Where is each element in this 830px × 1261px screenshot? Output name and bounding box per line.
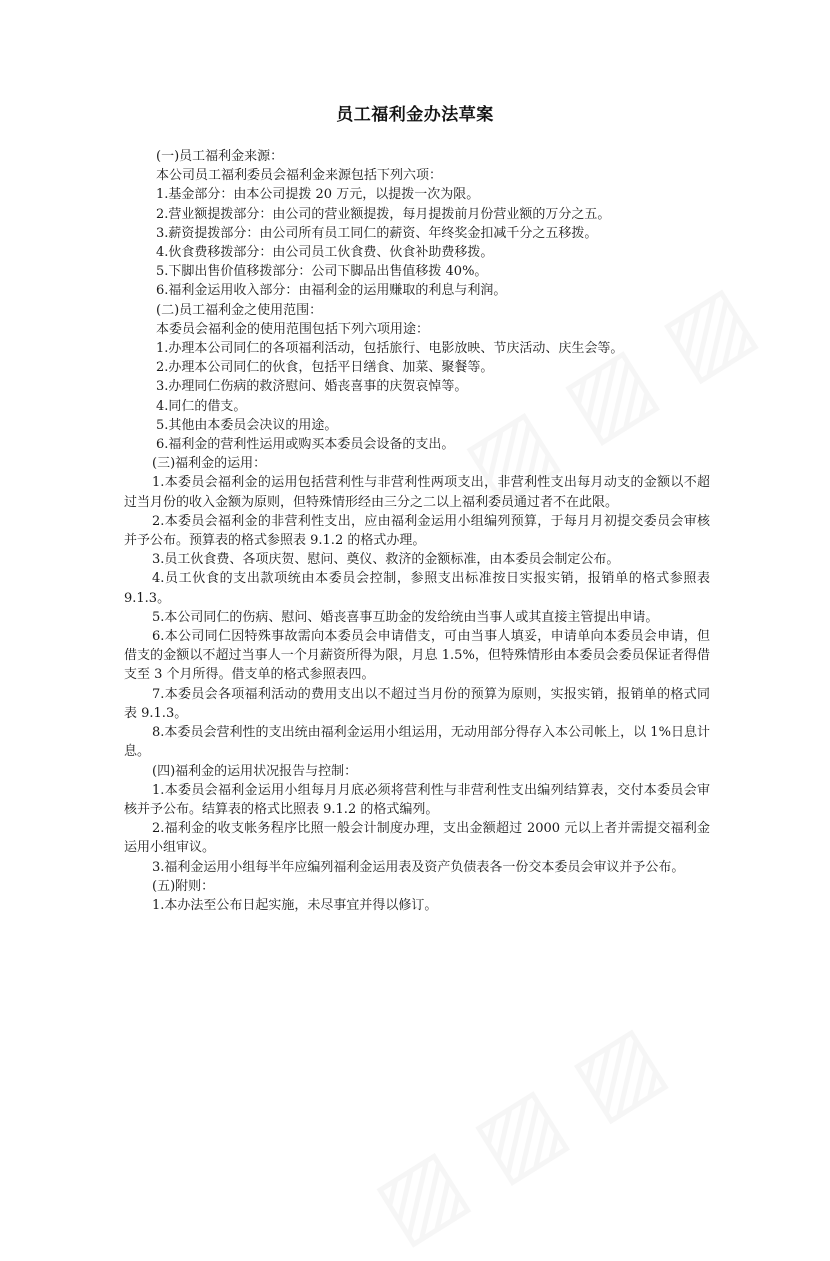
section-heading: (三)福利金的运用： [152, 456, 267, 472]
paragraph: 1.本委员会福利金运用小组每月月底必须将营利性与非营利性支出编列结算表，交付本委员会审核并予公布。结算表的格式比照表 9.1.2 的格式编列。 [124, 782, 710, 817]
section-heading: (二)员工福利金之使用范围： [156, 302, 323, 318]
list-item: 3.薪资提拨部分：由公司所有员工同仁的薪资、年终奖金扣减千分之五移拨。 [156, 225, 598, 241]
list-item: 3.办理同仁伤病的救济慰问、婚丧喜事的庆贺哀悼等。 [156, 379, 468, 395]
paragraph: 6.本公司同仁因特殊事故需向本委员会申请借支，可由当事人填妥，申请单向本委员会申请，但借支的金额以不超过当事人一个月薪资所得为限，月息 1.5%，但特殊情形由本委员会委员保证者得借支至 3 个月所得。借支单的格式参照表四。 [124, 629, 710, 683]
paragraph: 3.员工伙食费、各项庆贺、慰问、奠仪、救济的金额标准，由本委员会制定公布。 [152, 552, 620, 568]
body-line: 本委员会福利金的使用范围包括下列六项用途： [156, 321, 430, 337]
paragraph: 2.福利金的收支帐务程序比照一般会计制度办理，支出金额超过 2000 元以上者并需提交福利金运用小组审议。 [124, 821, 710, 856]
section-heading: (一)员工福利金来源： [156, 149, 284, 164]
list-item: 2.营业额提拨部分：由公司的营业额提拨，每月提拨前月份营业额的万分之五。 [156, 206, 611, 222]
list-item: 5.其他由本委员会决议的用途。 [156, 417, 338, 433]
paragraph: 1.本办法至公布日起实施，未尽事宜并得以修订。 [152, 897, 438, 913]
list-item: 1.基金部分：由本公司提拨 20 万元，以提拨一次为限。 [156, 187, 480, 203]
list-item: 4.伙食费移拨部分：由公司员工伙食费、伙食补助费移拨。 [156, 245, 494, 261]
list-item: 1.办理本公司同仁的各项福利活动，包括旅行、电影放映、节庆活动、庆生会等。 [156, 341, 624, 357]
section-heading: (四)福利金的运用状况报告与控制： [152, 763, 358, 779]
paragraph: 1.本委员会福利金的运用包括营利性与非营利性两项支出，非营利性支出每月动支的金额以不超过当月份的收入金额为原则，但特殊情形经由三分之二以上福利委员通过者不在此限。 [124, 475, 710, 510]
body-line: 本公司员工福利委员会福利金来源包括下列六项： [156, 168, 443, 184]
document-title: 员工福利金办法草案 [336, 105, 494, 125]
paragraph: 8.本委员会营利性的支出统由福利金运用小组运用，无动用部分得存入本公司帐上，以 1%日息计息。 [124, 725, 710, 760]
section-heading: (五)附则： [152, 878, 215, 894]
document-body [124, 147, 710, 915]
list-item: 6.福利金运用收入部分：由福利金的运用赚取的利息与利润。 [156, 283, 507, 299]
paragraph: 5.本公司同仁的伤病、慰问、婚丧喜事互助金的发给统由当事人或其直接主管提出申请。 [152, 609, 659, 625]
paragraph: 3.福利金运用小组每半年应编列福利金运用表及资产负债表各一份交本委员会审议并予公布。 [152, 859, 685, 875]
list-item: 6.福利金的营利性运用或购买本委员会设备的支出。 [156, 437, 455, 453]
watermark-mark [356, 1004, 681, 1261]
list-item: 5.下脚出售价值移拨部分：公司下脚品出售值移拨 40%。 [156, 264, 488, 280]
paragraph: 4.员工伙食的支出款项统由本委员会控制，参照支出标准按日实报实销，报销单的格式参照表 9.1.3。 [124, 571, 710, 606]
list-item: 2.办理本公司同仁的伙食，包括平日缮食、加菜、聚餐等。 [156, 360, 494, 376]
list-item: 4.同仁的借支。 [156, 398, 247, 414]
paragraph: 2.本委员会福利金的非营利性支出，应由福利金运用小组编列预算，于每月月初提交委员会审核并予公布。预算表的格式参照表 9.1.2 的格式办理。 [124, 513, 710, 549]
paragraph: 7.本委员会各项福利活动的费用支出以不超过当月份的预算为原则，实报实销，报销单的格式同表 9.1.3。 [124, 686, 710, 721]
